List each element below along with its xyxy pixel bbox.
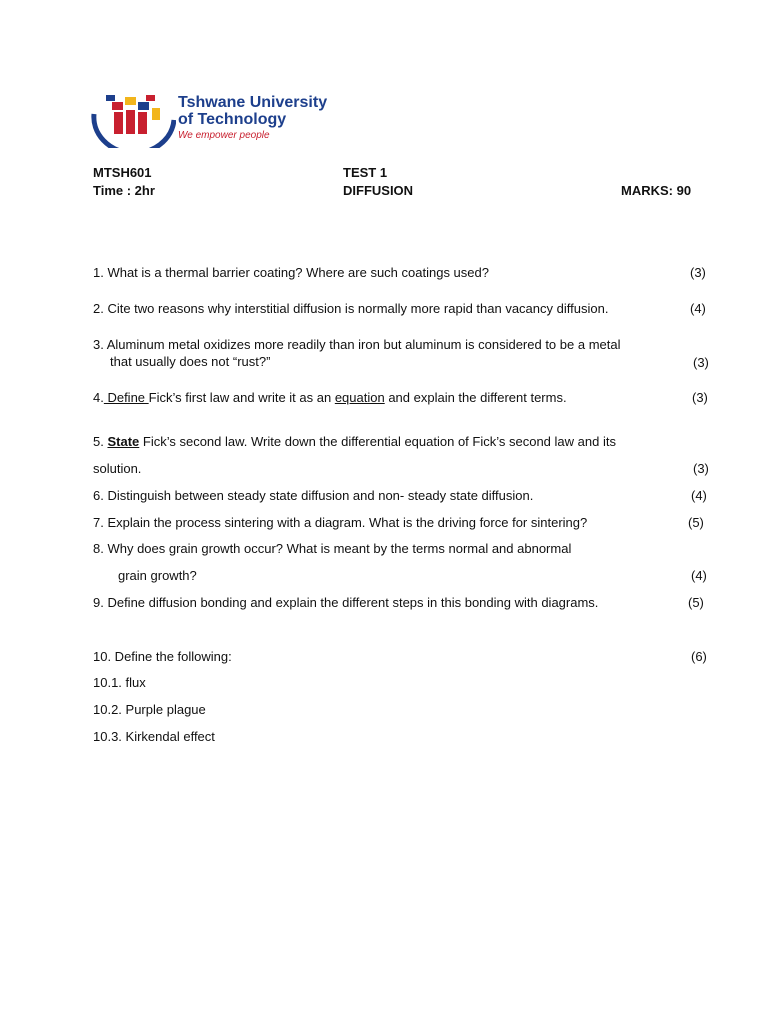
question-4 <box>93 390 567 405</box>
total-marks: MARKS: 90 <box>621 183 692 198</box>
course-code: MTSH601 <box>93 165 152 180</box>
question-10: 10. Define the following: <box>93 649 232 664</box>
question-5-marks: (3) <box>693 461 709 476</box>
question-4-marks: (3) <box>692 390 708 405</box>
question-4-equation-word: equation <box>334 390 385 405</box>
question-10-3: 10.3. Kirkendal effect <box>93 729 215 744</box>
question-8-line-2: grain growth? <box>118 568 197 583</box>
test-title: TEST 1 <box>343 165 388 180</box>
university-crest-icon <box>90 86 176 148</box>
question-4-number: 4. <box>93 390 104 405</box>
time-allowed: Time : 2hr <box>93 183 155 198</box>
question-8-line-1: 8. Why does grain growth occur? What is meant by the terms normal and abnormal <box>93 541 572 556</box>
question-6: 6. Distinguish between steady state diffusion and non- steady state diffusion. <box>93 488 534 503</box>
question-7-marks: (5) <box>688 515 704 530</box>
question-6-marks: (4) <box>691 488 707 503</box>
question-5-state-word: State <box>107 434 140 449</box>
question-9-marks: (5) <box>688 595 704 610</box>
question-4-define-word: Define <box>103 390 149 405</box>
question-5-rest: Fick’s second law. Write down the differential equation of Fick’s second law and its <box>139 434 616 449</box>
question-5-number: 5. <box>93 434 108 449</box>
university-name <box>178 94 327 128</box>
question-7: 7. Explain the process sintering with a diagram. What is the driving force for sintering? <box>93 515 588 530</box>
university-name-line1: Tshwane University <box>178 94 328 111</box>
question-9: 9. Define diffusion bonding and explain the different steps in this bonding with diagrams. <box>93 595 599 610</box>
question-10-marks: (6) <box>691 649 707 664</box>
question-10-2: 10.2. Purple plague <box>93 702 206 717</box>
question-3-marks: (3) <box>693 355 709 370</box>
question-2: 2. Cite two reasons why interstitial diffusion is normally more rapid than vacancy diffusion. <box>93 301 609 316</box>
question-2-marks: (4) <box>690 301 706 316</box>
university-logo <box>90 86 335 148</box>
university-name-line2: of Technology <box>178 111 287 128</box>
question-10-1: 10.1. flux <box>93 675 146 690</box>
question-8-marks: (4) <box>691 568 707 583</box>
question-5-line-2: solution. <box>93 461 142 476</box>
question-3-line-1: 3. Aluminum metal oxidizes more readily than iron but aluminum is considered to be a metal <box>93 337 621 352</box>
test-topic: DIFFUSION <box>343 183 414 198</box>
question-1: 1. What is a thermal barrier coating? Where are such coatings used? <box>93 265 489 280</box>
question-4-middle: Fick’s first law and write it as an <box>148 390 335 405</box>
question-5-line-1 <box>93 434 616 449</box>
question-1-marks: (3) <box>690 265 706 280</box>
university-tagline: We empower people <box>178 130 270 141</box>
question-4-end: and explain the different terms. <box>384 390 567 405</box>
question-3-line-2: that usually does not “rust?” <box>110 354 271 369</box>
